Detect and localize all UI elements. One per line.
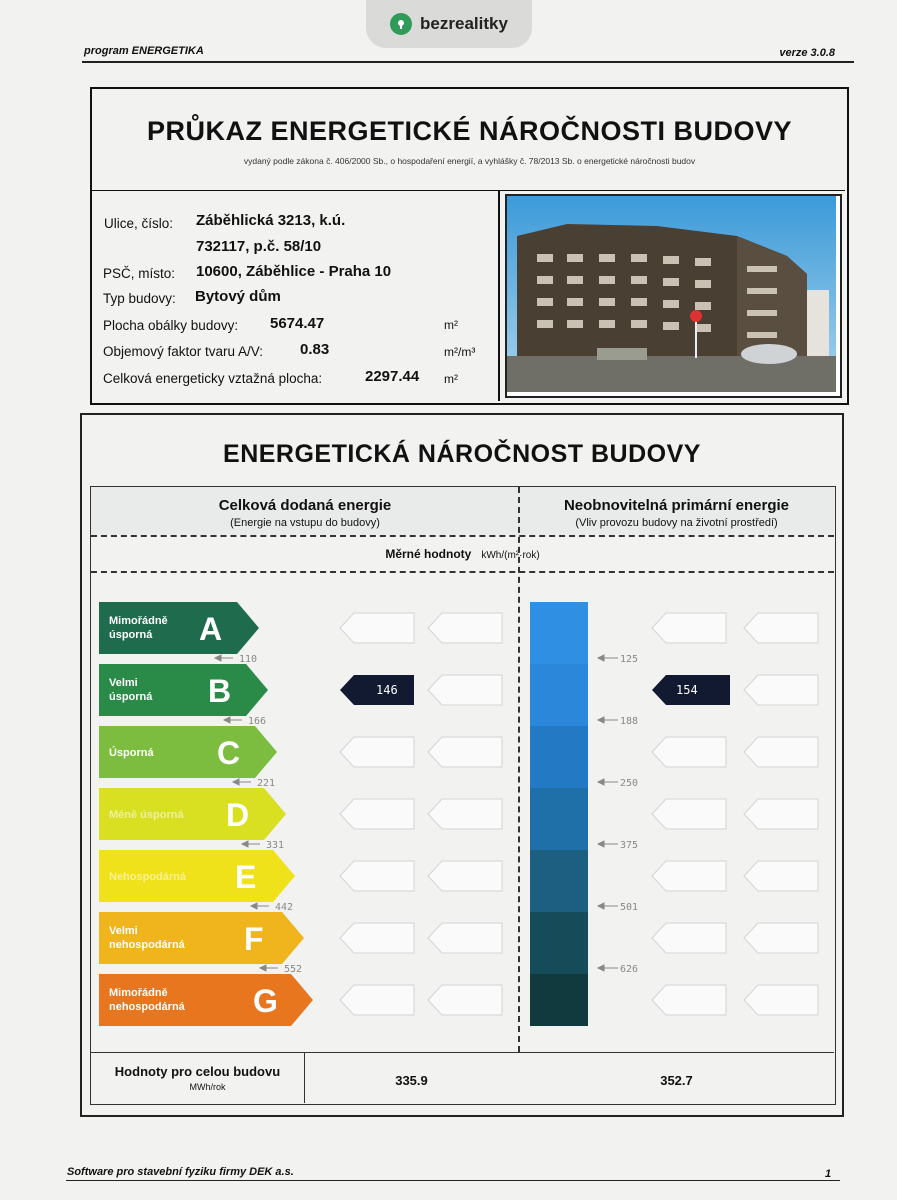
class-letter-e: E xyxy=(235,859,257,895)
totals-label: Hodnoty pro celou budovu xyxy=(114,1064,281,1079)
left-column-subtitle: (Energie na vstupu do budovy) xyxy=(230,517,380,529)
right-bar-e xyxy=(530,850,588,912)
class-letter-b: B xyxy=(208,673,232,709)
class-label2-a: úsporná xyxy=(109,629,153,641)
right-bar-d xyxy=(530,788,588,850)
class-label1-a: Mimořádně xyxy=(109,615,168,627)
left-placeholder-1-f xyxy=(340,923,414,953)
left-placeholder-1-d xyxy=(340,799,414,829)
right-bound-arrow-e xyxy=(598,903,618,909)
city-label: PSČ, místo: xyxy=(103,266,176,281)
shape-value: 0.83 xyxy=(300,341,330,358)
right-bound-e: 501 xyxy=(620,902,639,913)
footer-rule xyxy=(66,1180,840,1181)
left-placeholder-1-g xyxy=(340,985,414,1015)
class-label1-f: Velmi xyxy=(109,925,138,937)
left-bound-c: 221 xyxy=(257,778,276,789)
right-bound-arrow-a xyxy=(598,655,618,661)
left-placeholder-2-f xyxy=(428,923,502,953)
right-bound-arrow-b xyxy=(598,717,618,723)
right-bar-g xyxy=(530,974,588,1026)
left-placeholder-2-e xyxy=(428,861,502,891)
street-line2: 732117, p.č. 58/10 xyxy=(196,238,322,255)
right-bar-f xyxy=(530,912,588,974)
left-placeholder-2-g xyxy=(428,985,502,1015)
right-placeholder-1-g xyxy=(652,985,726,1015)
left-placeholder-1-e xyxy=(340,861,414,891)
left-bound-arrow-c xyxy=(233,779,251,785)
type-value: Bytový dům xyxy=(195,288,281,305)
shape-unit: m²/m³ xyxy=(444,345,476,359)
right-placeholder-2-d xyxy=(744,799,818,829)
left-bound-f: 552 xyxy=(284,964,303,975)
left-bound-a: 110 xyxy=(239,654,258,665)
left-value-text: 146 xyxy=(376,683,398,697)
class-letter-c: C xyxy=(217,735,241,771)
class-letter-d: D xyxy=(226,797,250,833)
left-bound-arrow-a xyxy=(215,655,233,661)
right-bound-a: 125 xyxy=(620,654,639,665)
header-rule xyxy=(82,61,854,63)
class-label1-b: Velmi xyxy=(109,677,138,689)
rating-title: ENERGETICKÁ NÁROČNOST BUDOVY xyxy=(223,440,701,468)
class-label2-b: úsporná xyxy=(109,691,153,703)
right-placeholder-1-f xyxy=(652,923,726,953)
class-arrow-g xyxy=(99,974,313,1026)
right-placeholder-2-f xyxy=(744,923,818,953)
totals-divider xyxy=(91,1052,834,1053)
right-placeholder-1-c xyxy=(652,737,726,767)
left-bound-arrow-e xyxy=(251,903,269,909)
class-letter-g: G xyxy=(253,983,278,1019)
right-bound-arrow-d xyxy=(598,841,618,847)
right-bar-c xyxy=(530,726,588,788)
class-arrow-a xyxy=(99,602,259,654)
right-value-text: 154 xyxy=(676,683,698,697)
certificate-vdivider xyxy=(498,190,500,401)
class-label2-g: nehospodárná xyxy=(109,1001,185,1013)
right-bound-d: 375 xyxy=(620,840,639,851)
right-bound-b: 188 xyxy=(620,716,639,727)
left-bound-arrow-f xyxy=(260,965,278,971)
right-placeholder-2-e xyxy=(744,861,818,891)
header-dash-line xyxy=(91,535,834,537)
class-label1-g: Mimořádně xyxy=(109,987,168,999)
class-letter-a: A xyxy=(199,611,223,647)
certificate-title: PRŮKAZ ENERGETICKÉ NÁROČNOSTI BUDOVY xyxy=(146,116,793,146)
area-unit: m² xyxy=(444,372,458,386)
left-bound-b: 166 xyxy=(248,716,267,727)
left-bound-d: 331 xyxy=(266,840,285,851)
building-photo xyxy=(507,196,836,392)
footer-page: 1 xyxy=(825,1168,832,1180)
class-arrow-f xyxy=(99,912,304,964)
map-pin-icon xyxy=(390,13,412,35)
right-bound-f: 626 xyxy=(620,964,639,975)
total-right-value: 352.7 xyxy=(660,1073,693,1088)
left-placeholder-2-d xyxy=(428,799,502,829)
class-label2-f: nehospodárná xyxy=(109,939,185,951)
envelope-value: 5674.47 xyxy=(270,315,325,332)
program-version: verze 3.0.8 xyxy=(779,47,835,59)
right-bound-arrow-f xyxy=(598,965,618,971)
class-letter-f: F xyxy=(244,921,264,957)
watermark-text: bezrealitky xyxy=(420,14,508,33)
right-placeholder-1-d xyxy=(652,799,726,829)
left-placeholder-1-a xyxy=(340,613,414,643)
left-bound-arrow-b xyxy=(224,717,242,723)
left-placeholder-2-c xyxy=(428,737,502,767)
area-value: 2297.44 xyxy=(365,368,420,385)
total-left-value: 335.9 xyxy=(395,1073,428,1088)
program-name: program ENERGETIKA xyxy=(84,45,204,57)
type-label: Typ budovy: xyxy=(103,291,176,306)
envelope-unit: m² xyxy=(444,318,458,332)
right-placeholder-1-e xyxy=(652,861,726,891)
specific-values-unit: kWh/(m²·rok) xyxy=(481,550,540,561)
class-label1-d: Méně úsporná xyxy=(109,809,184,821)
class-arrow-b xyxy=(99,664,268,716)
right-bound-c: 250 xyxy=(620,778,639,789)
certificate-divider xyxy=(92,190,845,191)
right-placeholder-2-c xyxy=(744,737,818,767)
right-placeholder-2-g xyxy=(744,985,818,1015)
right-column-title: Neobnovitelná primární energie xyxy=(563,497,790,514)
specific-values-row xyxy=(91,547,834,561)
building-photo-frame xyxy=(505,194,842,398)
footer-software: Software pro stavební fyziku firmy DEK a.s. xyxy=(67,1166,294,1178)
right-placeholder-2-b xyxy=(744,675,818,705)
left-column-title: Celková dodaná energie xyxy=(218,497,392,514)
certificate-subtitle: vydaný podle zákona č. 406/2000 Sb., o hospodaření energií, a vyhlášky č. 78/2013 Sb. o energetické náročnosti budov xyxy=(243,156,696,166)
specific-values-label: Měrné hodnoty xyxy=(385,547,472,561)
right-placeholder-1-a xyxy=(652,613,726,643)
shape-label: Objemový faktor tvaru A/V: xyxy=(103,344,264,359)
left-bound-e: 442 xyxy=(275,902,294,913)
left-bound-arrow-d xyxy=(242,841,260,847)
street-label: Ulice, číslo: xyxy=(104,216,174,231)
street-line1: Záběhlická 3213, k.ú. xyxy=(196,212,346,229)
energy-class-chart xyxy=(90,572,835,1052)
class-label1-c: Úsporná xyxy=(109,747,154,759)
watermark-badge xyxy=(366,0,532,48)
left-placeholder-2-a xyxy=(428,613,502,643)
right-bound-arrow-c xyxy=(598,779,618,785)
city-value: 10600, Záběhlice - Praha 10 xyxy=(196,263,392,280)
envelope-label: Plocha obálky budovy: xyxy=(103,318,239,333)
right-bar-b xyxy=(530,664,588,726)
totals-unit: MWh/rok xyxy=(189,1082,226,1092)
area-label: Celková energeticky vztažná plocha: xyxy=(103,371,323,386)
right-bar-a xyxy=(530,602,588,664)
class-label1-e: Nehospodárná xyxy=(109,871,187,883)
left-placeholder-1-c xyxy=(340,737,414,767)
right-placeholder-2-a xyxy=(744,613,818,643)
right-column-subtitle: (Vliv provozu budovy na životní prostředí) xyxy=(575,517,778,529)
left-placeholder-2-b xyxy=(428,675,502,705)
